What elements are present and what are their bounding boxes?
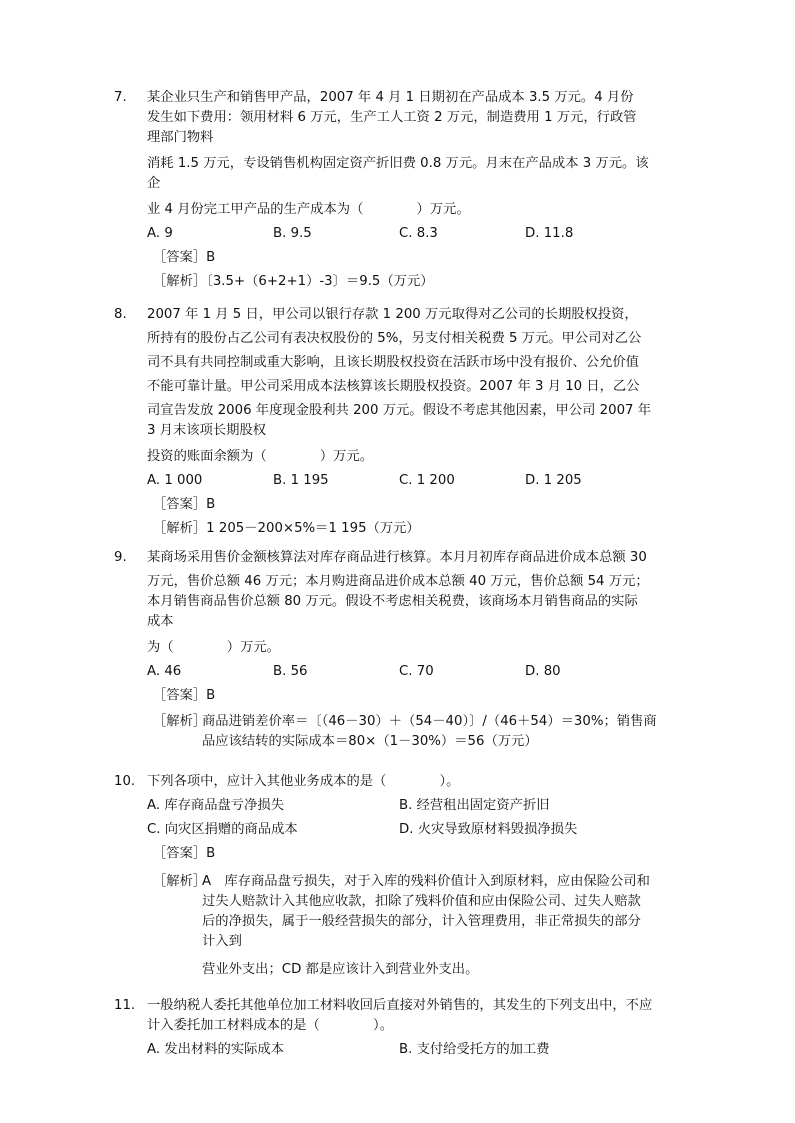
options-row [147,820,687,840]
explanation-tag: ［解析］ [153,874,207,889]
option-a: A. 库存商品盘亏净损失 [147,798,284,813]
option-d: D. 1 205 [525,473,582,488]
explanation [153,712,687,752]
answer: ［答案］B [153,688,216,703]
question-number: 9. [114,550,127,565]
option-d: D. 11.8 [525,226,574,241]
question-body [147,996,687,1060]
question-text-line: 计入委托加工材料成本的是（ ）。 [147,1018,393,1033]
options-row [147,796,687,816]
explanation-line: 后的净损失，属于一般经营损失的部分，计入管理费用，非正常损失的部分 [202,914,641,929]
option-b: B. 支付给受托方的加工费 [399,1042,550,1057]
question-text-line: 企 [147,176,161,191]
question-text-line: 下列各项中，应计入其他业务成本的是（ ）。 [147,774,460,789]
answer: ［答案］B [153,497,216,512]
question-number: 8. [114,307,127,322]
option-d: D. 80 [525,664,561,679]
option-b: B. 9.5 [273,226,312,241]
question-text-line: 业 4 月份完工甲产品的生产成本为（ ）万元。 [147,202,470,217]
explanation-line: 品应该结转的实际成本＝80×（1－30%）＝56（万元） [202,734,538,749]
option-b: B. 1 195 [273,473,329,488]
options-row [147,662,687,682]
question-text-line: 本月销售商品售价总额 80 万元。假设不考虑相关税费，该商场本月销售商品的实际 [147,594,638,609]
options-row [147,1040,687,1060]
answer: ［答案］B [153,250,216,265]
question-text-line: 司不具有共同控制或重大影响，且该长期股权投资在活跃市场中没有报价、公允价值 [147,355,639,370]
question-text-line: 消耗 1.5 万元，专设销售机构固定资产折旧费 0.8 万元。月末在产品成本 3 万元。该 [147,156,649,171]
question-number: 11. [114,998,136,1013]
question-number: 10. [114,774,136,789]
explanation: ［解析］1 205－200×5%＝1 195（万元） [153,521,420,536]
question-text-line: 某企业只生产和销售甲产品，2007 年 4 月 1 日期初在产品成本 3.5 万元。4 月份 [147,90,634,105]
question-text-line: 一般纳税人委托其他单位加工材料收回后直接对外销售的，其发生的下列支出中，不应 [147,998,653,1013]
option-b: B. 56 [273,664,308,679]
question-text-line: 理部门物料 [147,130,214,145]
question-text-line: 成本 [147,614,174,629]
option-a: A. 发出材料的实际成本 [147,1042,284,1057]
question-body [147,548,687,752]
question-text-line: 投资的账面余额为（ ）万元。 [147,449,374,464]
question-text-line: 不能可靠计量。甲公司采用成本法核算该长期股权投资。2007 年 3 月 10 日，乙公 [147,379,640,394]
options-row [147,224,687,244]
question-body [147,772,687,980]
question-text-line: 发生如下费用：领用材料 6 万元，生产工人工资 2 万元，制造费用 1 万元，行政管 [147,110,637,125]
question-text-line: 某商场采用售价金额核算法对库存商品进行核算。本月月初库存商品进价成本总额 30 [147,550,647,565]
option-b: B. 经营租出固定资产折旧 [399,798,550,813]
explanation-line: A 库存商品盘亏损失，对于入库的残料价值计入到原材料，应由保险公司和 [202,874,650,889]
options-row [147,471,687,491]
question-text-line: 为（ ）万元。 [147,640,280,655]
option-a: A. 46 [147,664,182,679]
option-d: D. 火灾导致原材料毁损净损失 [399,822,578,837]
option-a: A. 1 000 [147,473,203,488]
explanation-line: 营业外支出；CD 都是应该计入到营业外支出。 [202,962,479,977]
question-text-line: 3 月末该项长期股权 [147,423,267,438]
question-text-line: 所持有的股份占乙公司有表决权股份的 5%，另支付相关税费 5 万元。甲公司对乙公 [147,331,642,346]
option-c: C. 70 [399,664,434,679]
explanation: ［解析］〔3.5+（6+2+1）-3〕＝9.5（万元） [153,274,434,289]
explanation-tag: ［解析］ [153,714,207,729]
explanation [153,872,687,980]
question-text-line: 司宣告发放 2006 年度现金股利共 200 万元。假设不考虑其他因素，甲公司 2007 年 [147,403,652,418]
option-c: C. 1 200 [399,473,455,488]
option-a: A. 9 [147,226,173,241]
explanation-line: 计入到 [202,934,242,949]
question-text-line: 2007 年 1 月 5 日，甲公司以银行存款 1 200 万元取得对乙公司的长期股权投资， [147,307,638,322]
option-c: C. 8.3 [399,226,438,241]
question-text-line: 万元，售价总额 46 万元；本月购进商品进价成本总额 40 万元，售价总额 54 万元； [147,574,649,589]
question-body [147,305,687,539]
question-body [147,88,687,292]
answer: ［答案］B [153,846,216,861]
explanation-line: 商品进销差价率＝〔（46－30）＋（54－40）〕/（46＋54）＝30%；销售商 [202,714,657,729]
explanation-line: 过失人赔款计入其他应收款，扣除了残料价值和应由保险公司、过失人赔款 [202,894,641,909]
option-c: C. 向灾区捐赠的商品成本 [147,822,298,837]
question-number: 7. [114,90,127,105]
